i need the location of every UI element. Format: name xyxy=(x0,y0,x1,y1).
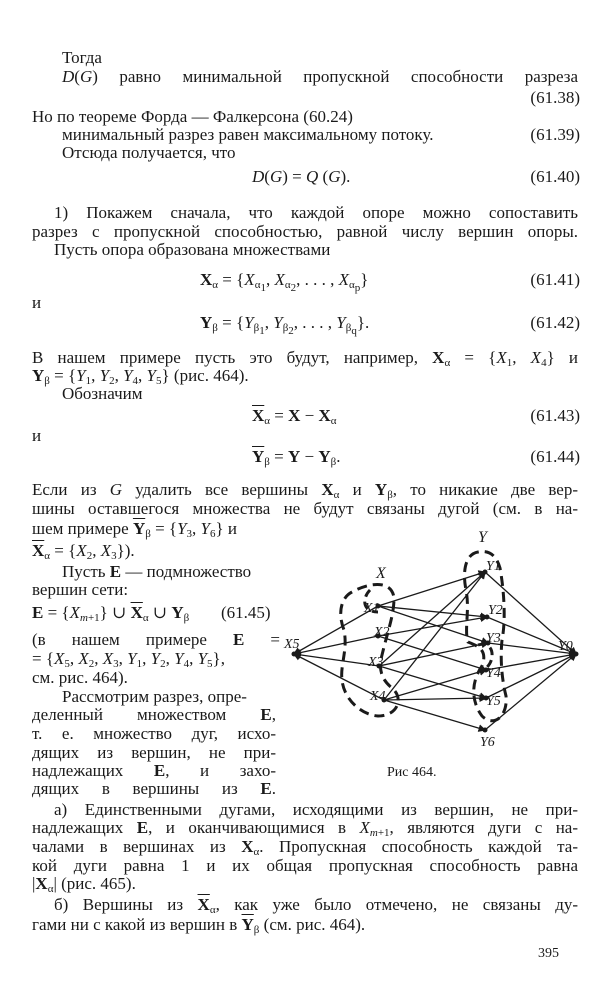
text-line: т. е. множество дуг, исхо- xyxy=(32,724,276,743)
set-x-label: X xyxy=(376,565,386,582)
equation-number: (61.44) xyxy=(530,447,580,466)
text-line: шем примере $\overline{Y}_\beta = \{Y_3$, $Y_6$} и xyxy=(32,519,238,540)
text-line: а) Единственными дугами, исходящими из вершин, не при- xyxy=(54,800,578,819)
equation-number: (61.42) xyxy=(530,313,580,332)
text-line: $Y_\beta = \{Y_1$, $Y_2$, $Y_4$, $Y_5$} (рис. 464). xyxy=(32,366,249,387)
text-line: шины оставшегося множества не будут связаны дугой (см. в на- xyxy=(32,499,578,518)
node-label: Y2 xyxy=(488,603,503,618)
text-line: В нашем примере пусть это будут, например, $X_\alpha = \{X_1$, $X_4$} и xyxy=(32,348,579,369)
node-label: Y6 xyxy=(480,735,495,750)
text-line: $|X_\alpha|$ (рис. 465). xyxy=(32,874,136,895)
text-line: дящих в вершины из E. xyxy=(32,779,276,798)
equation-number: (61.40) xyxy=(530,167,580,186)
text-line: надлежащих E, и оканчивающимися в $X_{m+1}$, являются дуги с на- xyxy=(32,818,578,839)
equation-number: (61.39) xyxy=(530,125,580,144)
equation-61-43: $\overline{X}_\alpha = X - X_\alpha$ xyxy=(252,406,337,427)
node-label: Y3 xyxy=(486,631,501,646)
node-label: Y1 xyxy=(486,559,501,574)
node-label: Y0 xyxy=(558,639,573,654)
text-line: (в нашем примере E = xyxy=(32,630,280,649)
text-line: кой дуги равна 1 и их общая пропускная способность равна xyxy=(32,856,578,875)
node-label: X1 xyxy=(364,601,380,616)
equation-61-44: $\overline{Y}_\beta = Y - Y_\beta$. xyxy=(252,447,341,468)
equation-number: (61.45) xyxy=(221,603,271,622)
node-label: X2 xyxy=(374,625,390,640)
text-line: см. рис. 464). xyxy=(32,668,128,687)
text-line: Но по теореме Форда — Фалкерсона (60.24) xyxy=(32,107,353,126)
equation-number: (61.43) xyxy=(530,406,580,425)
equation-number: (61.41) xyxy=(530,270,580,289)
text-line: б) Вершины из $\overline{X}_\alpha$, как уже было отмечено, не связаны ду- xyxy=(54,895,579,916)
equation-number: (61.38) xyxy=(530,88,580,107)
text-line: гами ни с какой из вершин в $\overline{Y}_\beta$ (см. рис. 464). xyxy=(32,915,366,936)
page-number: 395 xyxy=(538,946,559,961)
text-line: Обозначим xyxy=(62,384,143,403)
text-line: и xyxy=(32,293,42,312)
text-line: вершин сети: xyxy=(32,580,129,599)
equation-61-42: $Y_\beta = \{Y_{\beta_1}$, $Y_{\beta_2}$, . . . , $Y_{\beta_q}$}. xyxy=(200,313,370,337)
text-line: $\overline{X}_\alpha = \{X_2$, $X_3$}). xyxy=(32,541,135,562)
text-line: = {$X_5$, $X_2$, $X_3$, $Y_1$, $Y_2$, $Y_4$, $Y_5$}, xyxy=(32,649,225,670)
text-line: Если из G удалить все вершины $X_\alpha$ и $Y_\beta$, то никакие две вер- xyxy=(32,480,578,501)
text-line: минимальный разрез равен максимальному потоку. xyxy=(62,125,434,144)
node-label: Y5 xyxy=(486,694,501,709)
figure-caption: Рис 464. xyxy=(387,765,437,780)
text-line: надлежащих E, и захо- xyxy=(32,761,276,780)
set-y-label: Y xyxy=(478,529,487,546)
node-label: X4 xyxy=(370,689,386,704)
equation-61-41: $X_\alpha = \{X_{\alpha_1}$, $X_{\alpha_2}$, . . . , $X_{\alpha_p}$} xyxy=(200,270,369,294)
text-line: разрез с пропускной способностью, равной числу вершин опоры. xyxy=(32,222,578,241)
text-line: дящих из вершин, не при- xyxy=(32,743,276,762)
text-line: чалами в вершинах из $X_\alpha$. Пропускная способность каждой та- xyxy=(32,837,578,858)
text-line: Отсюда получается, что xyxy=(62,143,236,162)
text-line: и xyxy=(32,426,42,445)
text-line: Тогда xyxy=(62,48,102,67)
graph-figure xyxy=(282,520,582,762)
text-line: D(G) равно минимальной пропускной способности разреза xyxy=(62,67,578,86)
text-line: 1) Покажем сначала, что каждой опоре можно сопоставить xyxy=(54,203,578,222)
equation-61-40: D(G) = Q (G). xyxy=(252,167,351,186)
text-line: деленный множеством E, xyxy=(32,705,276,724)
node-label: X5 xyxy=(284,637,300,652)
text-line: Рассмотрим разрез, опре- xyxy=(62,687,247,706)
text-line: Пусть опора образована множествами xyxy=(54,240,331,259)
equation-61-45: $E = \{X_{m+1}\}$ ∪ $\overline{X}_\alpha$ ∪ $Y_\beta$ xyxy=(32,603,190,624)
node-label: X3 xyxy=(368,655,384,670)
node-label: Y4 xyxy=(486,666,501,681)
text-line: Пусть E — подмножество xyxy=(62,562,252,581)
